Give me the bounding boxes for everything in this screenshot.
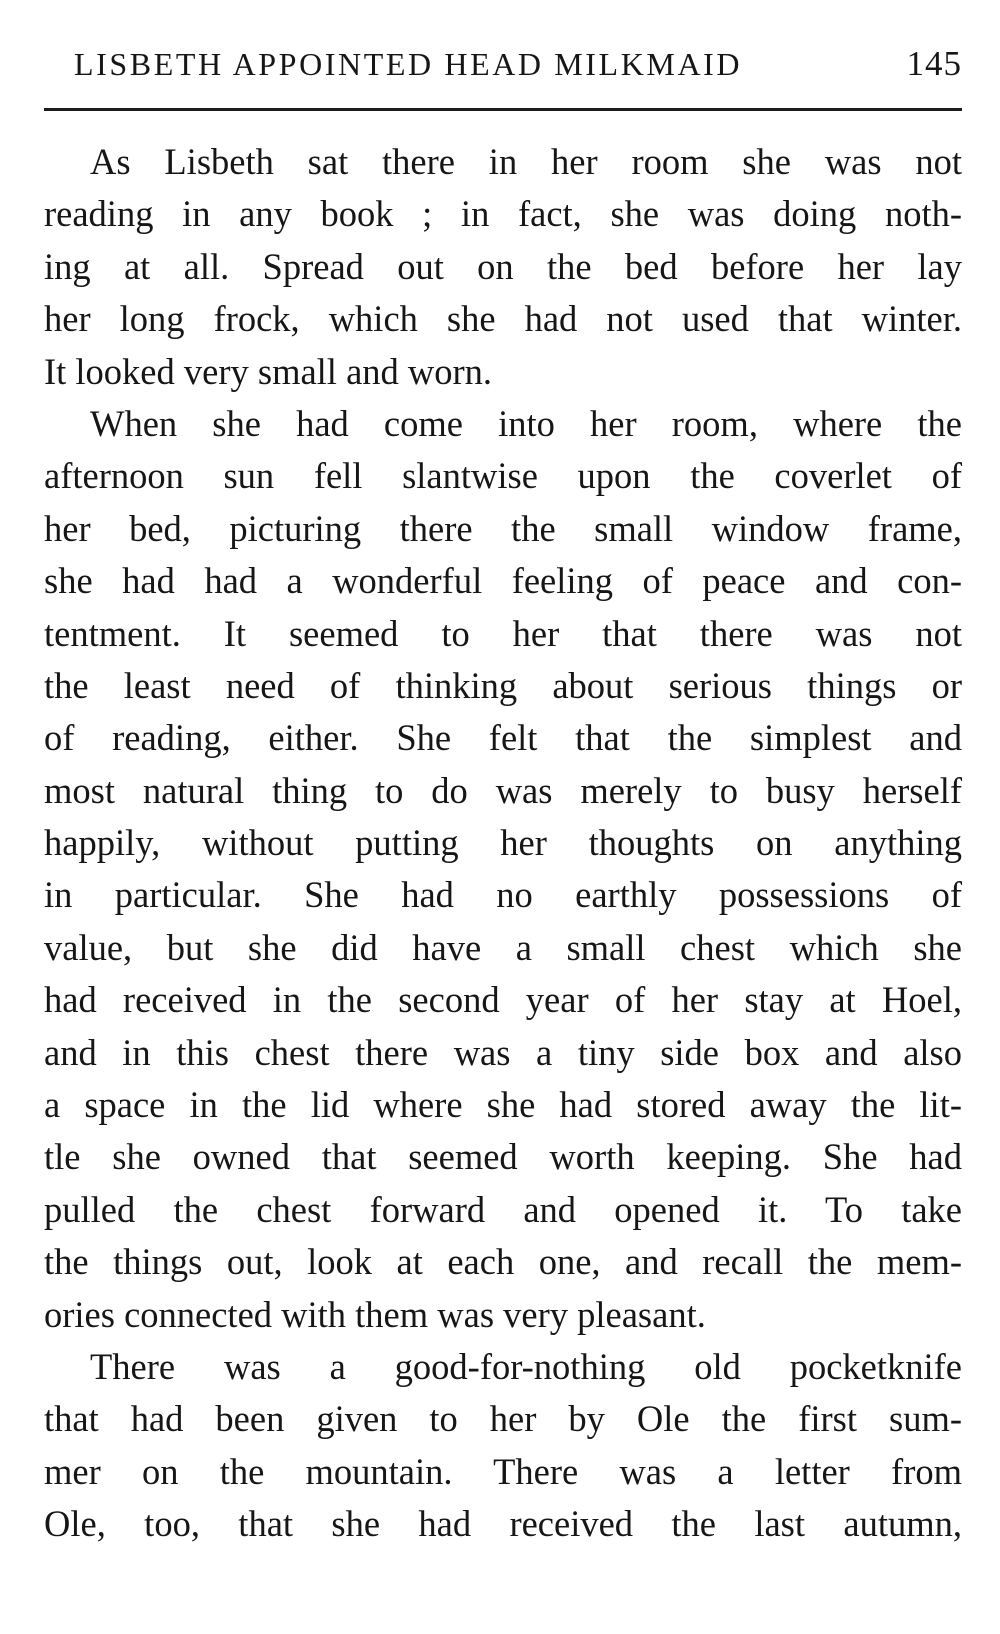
- page-number: 145: [906, 44, 962, 83]
- text-line: most natural thing to do was merely to busy herself: [44, 769, 962, 811]
- text-line: had received in the second year of her stay at Hoel,: [44, 979, 962, 1021]
- text-line: When she had come into her room, where the: [90, 402, 962, 444]
- paragraph: [44, 398, 962, 1341]
- text-line: It looked very small and worn.: [44, 350, 493, 392]
- text-line: the things out, look at each one, and recall the mem-: [44, 1241, 962, 1283]
- text-line: her bed, picturing there the small window frame,: [44, 507, 962, 549]
- text-line: that had been given to her by Ole the first sum-: [44, 1398, 962, 1440]
- text-line: a space in the lid where she had stored away the lit-: [44, 1084, 962, 1126]
- text-line: value, but she did have a small chest which she: [44, 926, 962, 968]
- text-line: pulled the chest forward and opened it. To take: [44, 1188, 962, 1230]
- text-line: There was a good-for-nothing old pocketknife: [90, 1345, 962, 1387]
- text-line: the least need of thinking about serious things or: [44, 664, 962, 706]
- running-head: [74, 44, 962, 84]
- text-line: her long frock, which she had not used that winter.: [44, 298, 962, 340]
- header-rule: [44, 108, 962, 111]
- text-line: reading in any book ; in fact, she was doing noth-: [44, 193, 962, 235]
- chapter-title: LISBETH APPOINTED HEAD MILKMAID: [74, 46, 743, 82]
- text-line: tentment. It seemed to her that there was not: [44, 612, 962, 654]
- body-text: [44, 136, 962, 1551]
- text-line: happily, without putting her thoughts on anything: [44, 822, 962, 864]
- paragraph: [44, 136, 962, 398]
- text-line: ories connected with them was very pleasant.: [44, 1293, 706, 1335]
- text-line: of reading, either. She felt that the simplest and: [44, 717, 962, 759]
- text-line: As Lisbeth sat there in her room she was not: [90, 141, 962, 182]
- book-page: [44, 0, 962, 1634]
- text-line: tle she owned that seemed worth keeping. She had: [44, 1136, 962, 1178]
- paragraph: [44, 1341, 962, 1551]
- text-line: ing at all. Spread out on the bed before her lay: [44, 245, 962, 287]
- text-line: in particular. She had no earthly possessions of: [44, 874, 962, 916]
- text-line: Ole, too, that she had received the last autumn,: [44, 1503, 962, 1545]
- text-line: afternoon sun fell slantwise upon the coverlet of: [44, 455, 962, 497]
- text-line: mer on the mountain. There was a letter from: [44, 1450, 962, 1492]
- text-line: she had had a wonderful feeling of peace and con-: [44, 560, 962, 602]
- text-line: and in this chest there was a tiny side box and also: [44, 1031, 962, 1073]
